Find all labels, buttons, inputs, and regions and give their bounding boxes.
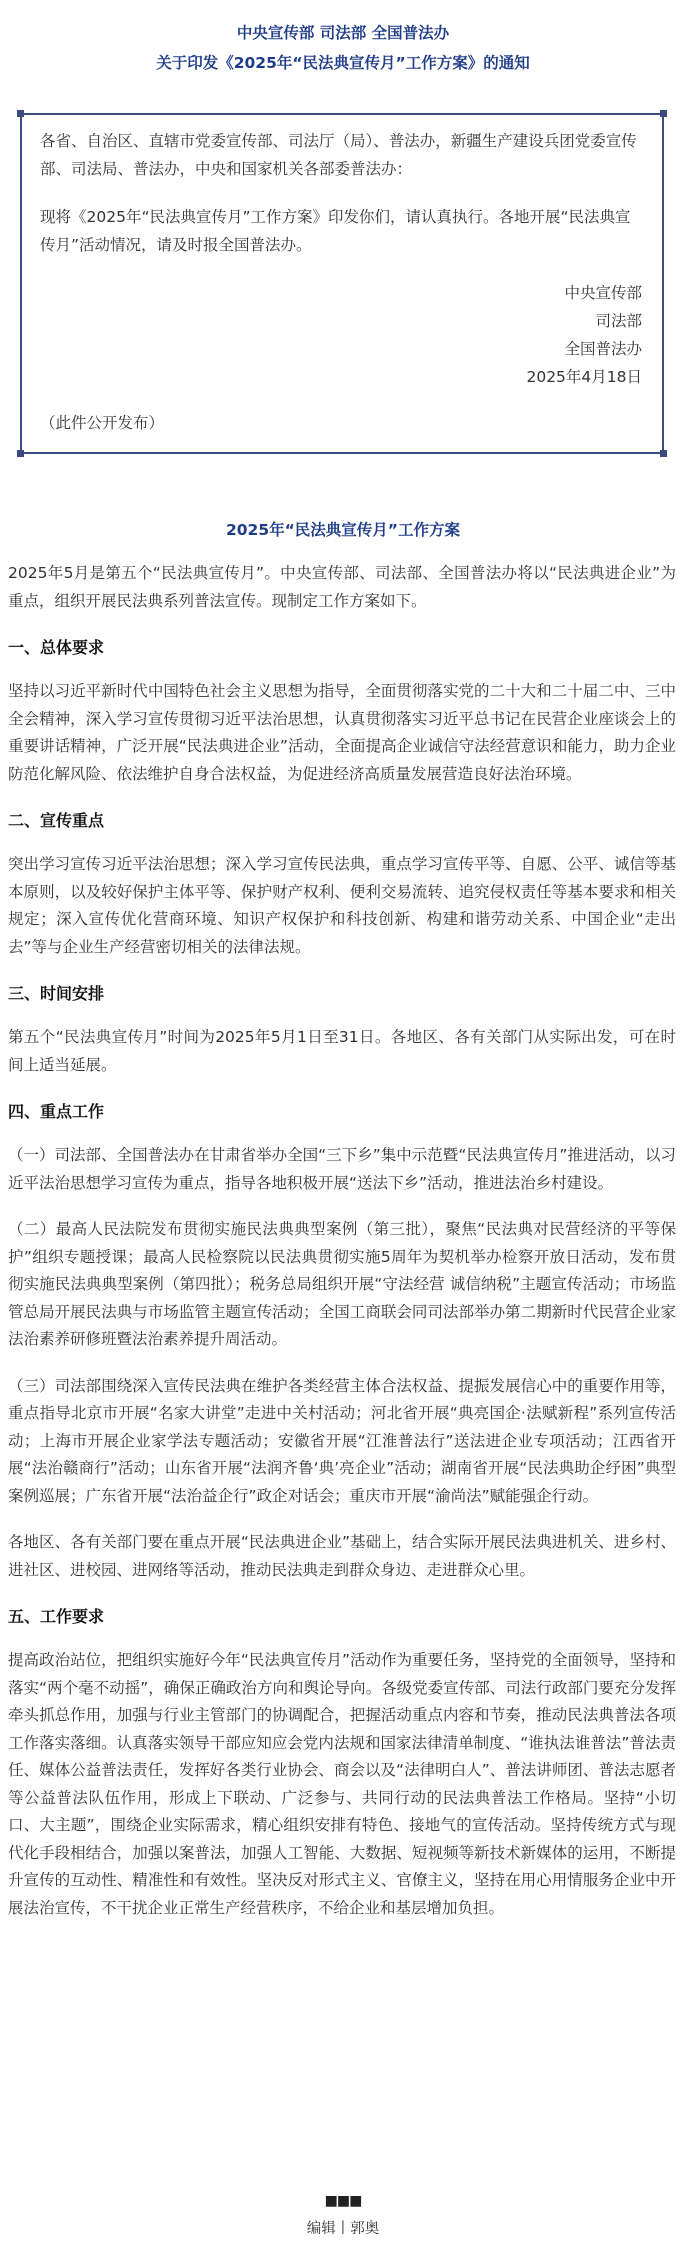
header-notice-title: 关于印发《2025年“民法典宣传月”工作方案》的通知 — [156, 54, 530, 72]
plan-title: 2025年“民法典宣传月”工作方案 — [225, 521, 460, 539]
section-paragraph: （二）最高人民法院发布贯彻实施民法典典型案例（第三批），聚焦“民法典对民营经济的平等保护”组织专题授课；最高人民检察院以民法典贯彻实施5周年为契机举办检察开放日活动，发布贯彻实施民法典典型案例（第四批）；税务总局组织开展“守法经营 诚信纳税”主题宣传活动；市场监管总局开展民法典与市场监管主题宣传活动；全国工商联会同司法部举办第二期新时代民营企业家法治素养研修班暨法治素养提升周活动。 — [8, 1220, 676, 1348]
section-paragraph: 突出学习宣传习近平法治思想；深入学习宣传民法典，重点学习宣传平等、自愿、公平、诚信等基本原则，以及较好保护主体平等、保护财产权利、便利交易流转、追究侵权责任等基本要求和相关规定；深入宣传优化营商环境、知识产权保护和科技创新、构建和谐劳动关系、中国企业“走出去”等与企业生产经营密切相关的法律法规。 — [8, 855, 676, 956]
footer-divider-dots: ■■■ — [324, 2193, 362, 2209]
signatory: 司法部 — [595, 312, 642, 330]
section-heading: 五、工作要求 — [8, 1607, 105, 1626]
notice-recipients: 各省、自治区、直辖市党委宣传部、司法厅（局）、普法办，新疆生产建设兵团党委宣传部、司法局、普法办，中央和国家机关各部委普法办： — [40, 132, 637, 178]
section-paragraph: 各地区、各有关部门要在重点开展“民法典进企业”基础上，结合实际开展民法典进机关、进乡村、进社区、进校园、进网络等活动，推动民法典走到群众身边、走进群众心里。 — [8, 1533, 676, 1579]
notice-box — [20, 113, 664, 454]
section-paragraph: （一）司法部、全国普法办在甘肃省举办全国“三下乡”集中示范暨“民法典宣传月”推进活动，以习近平法治思想学习宣传为重点，指导各地积极开展“送法下乡”活动，推进法治乡村建设。 — [8, 1146, 676, 1192]
notice-content — [40, 127, 646, 437]
section-paragraph: 第五个“民法典宣传月”时间为2025年5月1日至31日。各地区、各有关部门从实际出发，可在时间上适当延展。 — [8, 1028, 676, 1074]
notice-date: 2025年4月18日 — [526, 368, 642, 386]
plan-intro: 2025年5月是第五个“民法典宣传月”。中央宣传部、司法部、全国普法办将以“民法典进企业”为重点，组织开展民法典系列普法宣传。现制定工作方案如下。 — [8, 564, 676, 610]
section-heading: 三、时间安排 — [8, 984, 105, 1003]
corner-decoration — [17, 450, 24, 457]
corner-decoration — [660, 450, 667, 457]
document-header — [0, 18, 686, 78]
section-heading: 四、重点工作 — [8, 1102, 105, 1121]
publish-note: （此件公开发布） — [40, 414, 165, 432]
section-paragraph: 提高政治站位，把组织实施好今年“民法典宣传月”活动作为重要任务，坚持党的全面领导，坚持和落实“两个毫不动摇”，确保正确政治方向和舆论导向。各级党委宣传部、司法行政部门要充分发挥牵头抓总作用，加强与行业主管部门的协调配合，把握活动重点内容和节奏，推动民法典普法各项工作落实落细。认真落实领导干部应知应会党内法规和国家法律清单制度、“谁执法谁普法”普法责任、媒体公益普法责任，发挥好各类行业协会、商会以及“法律明白人”、普法讲师团、普法志愿者等公益普法队伍作用，形成上下联动、广泛参与、共同行动的民法典普法工作格局。坚持“小切口、大主题”，围绕企业实际需求，精心组织安排有特色、接地气的宣传活动。坚持传统方式与现代化手段相结合，加强以案普法，加强人工智能、大数据、短视频等新技术新媒体的运用，不断提升宣传的互动性、精准性和有效性。坚决反对形式主义、官僚主义，坚持在用心用情服务企业中开展法治宣传，不干扰企业正常生产经营秩序，不给企业和基层增加负担。 — [8, 1651, 676, 1917]
header-issuers: 中央宣传部 司法部 全国普法办 — [236, 24, 450, 42]
signatory: 中央宣传部 — [564, 284, 642, 302]
signatory: 全国普法办 — [564, 340, 642, 358]
section-paragraph: 坚持以习近平新时代中国特色社会主义思想为指导，全面贯彻落实党的二十大和二十届二中、三中全会精神，深入学习宣传贯彻习近平法治思想，认真贯彻落实习近平总书记在民营企业座谈会上的重要讲话精神，广泛开展“民法典进企业”活动，全面提高企业诚信守法经营意识和能力，助力企业防范化解风险、依法维护自身合法权益，为促进经济高质量发展营造良好法治环境。 — [8, 682, 676, 783]
corner-decoration — [17, 110, 24, 117]
notice-body: 现将《2025年“民法典宣传月”工作方案》印发你们，请认真执行。各地开展“民法典宣传月”活动情况，请及时报全国普法办。 — [40, 208, 631, 254]
section-heading: 二、宣传重点 — [8, 811, 105, 830]
corner-decoration — [660, 110, 667, 117]
section-heading: 一、总体要求 — [8, 638, 105, 657]
section-paragraph: （三）司法部围绕深入宣传民法典在维护各类经营主体合法权益、提振发展信心中的重要作用等，重点指导北京市开展“名家大讲堂”走进中关村活动；河北省开展“典亮国企·法赋新程”系列宣传活动；上海市开展企业家学法专题活动；安徽省开展“江淮普法行”送法进企业专项活动；江西省开展“法治赣商行”活动；山东省开展“法润齐鲁‘典’亮企业”活动；湖南省开展“民法典助企纾困”典型案例巡展；广东省开展“法治益企行”政企对话会；重庆市开展“渝尚法”赋能强企行动。 — [8, 1376, 676, 1505]
plan-body — [8, 560, 676, 1941]
editor-credit: 编辑丨郭奥 — [306, 2221, 380, 2237]
